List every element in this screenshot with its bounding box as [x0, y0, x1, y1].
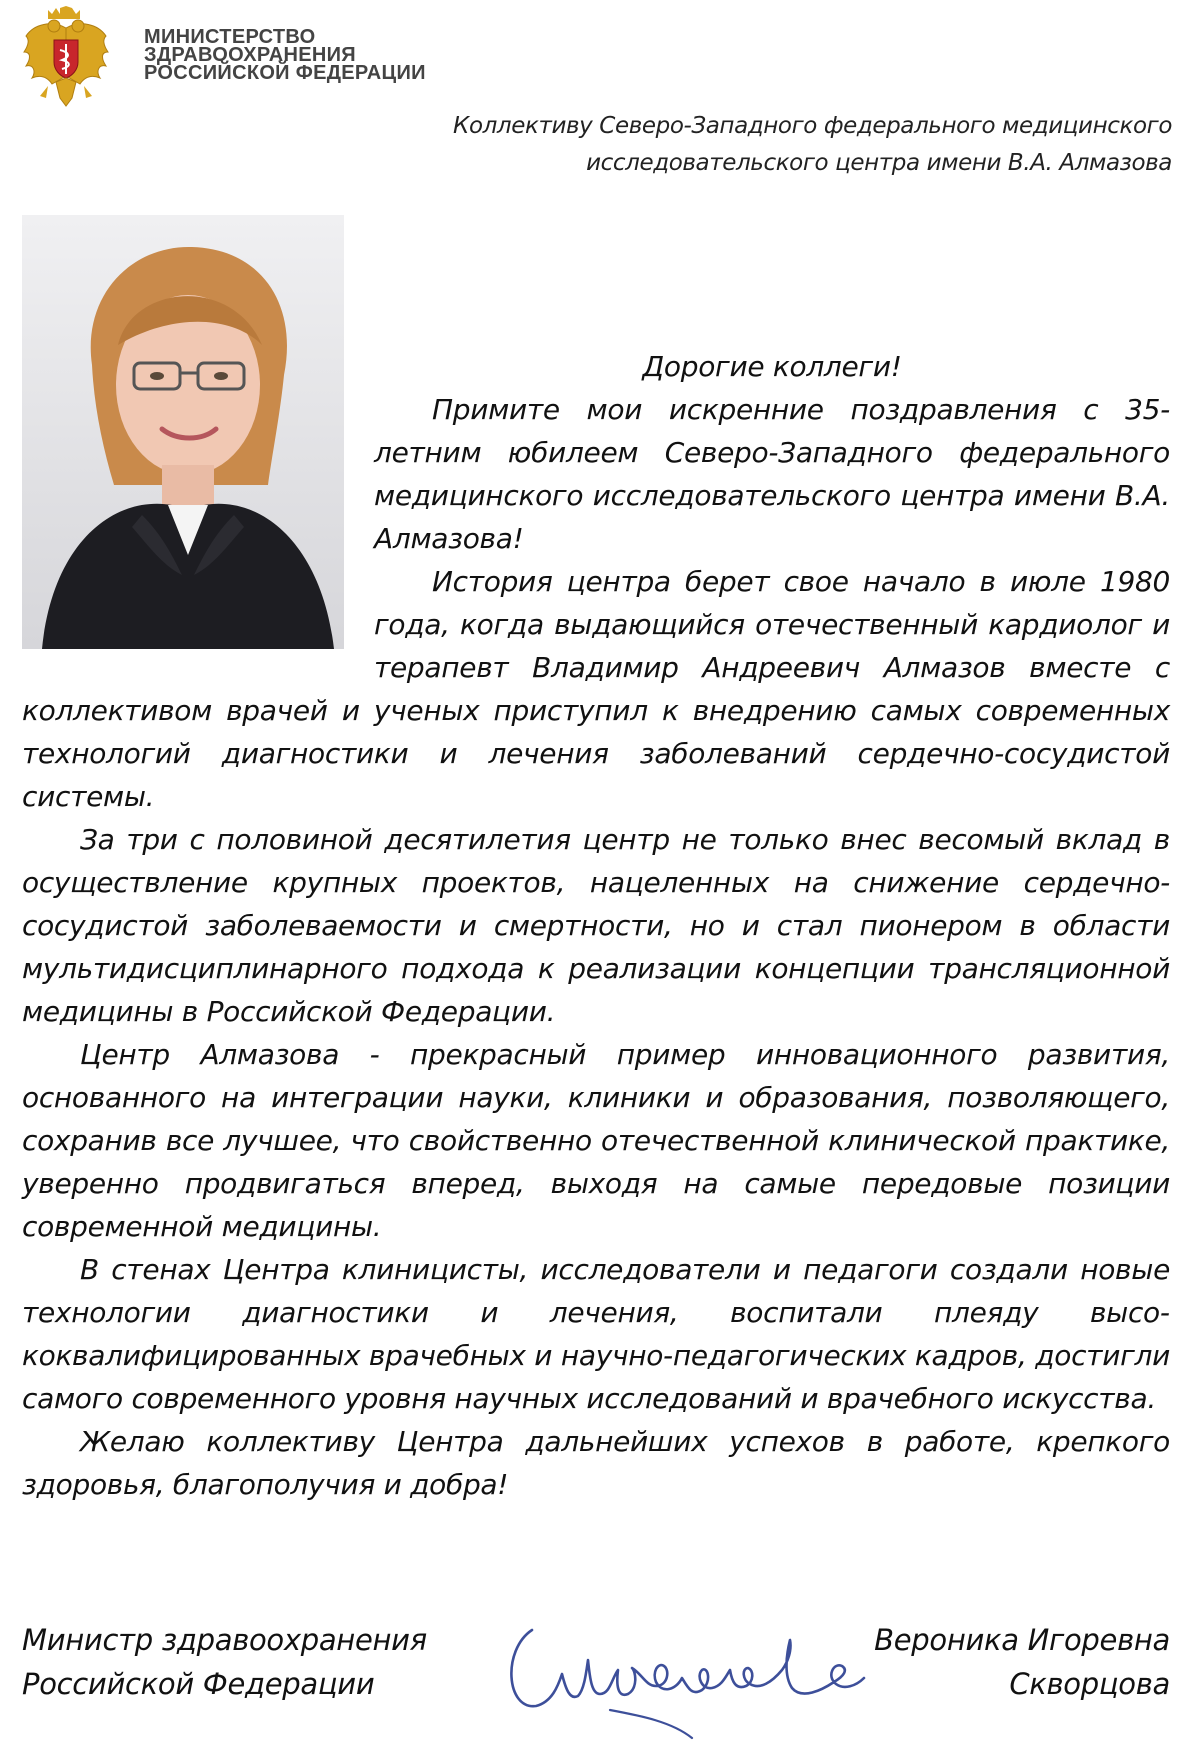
ministry-name-line: ЗДРАВООХРАНЕНИЯ	[144, 44, 356, 66]
letter-paragraph: В стенах Центра клиницисты, исследователи и педагоги создали новые технологии диагностики и лечения, воспитали плеяду высококвалифицированных врачебных и научно-педагогических кадров, достигли самого современного уровня научных исследований и врачебного искусства.	[22, 1253, 1170, 1415]
letter-body	[22, 215, 1170, 1506]
handwritten-signature-icon	[492, 1590, 872, 1740]
signer-name-line: Скворцова	[1009, 1667, 1170, 1701]
portrait-illustration-icon	[22, 215, 344, 649]
minister-title	[22, 1618, 427, 1706]
signer-name-line: Вероника Игоревна	[874, 1623, 1170, 1657]
double-headed-eagle-emblem-icon	[22, 6, 110, 112]
letter-paragraph: Примите мои искренние поздравления с 35-летним юбилеем Северо-Западного федерального медицинского исследовательского центра имени В.А. Алмазова!	[374, 393, 1170, 555]
addressee-line: Коллективу Северо-Западного федерального медицинского	[453, 113, 1172, 139]
letter-header	[22, 6, 426, 112]
minister-title-line: Российской Федерации	[22, 1667, 375, 1701]
letter-paragraph: За три с половиной десятилетия центр не только внес весомый вклад в осуществление крупных проектов, нацеленных на снижение сердечно-сосудистой заболеваемости и смертности, но и стал пионером в области мультидисциплинарного подхода к реализации концепции трансляционной медицины в Российской Федерации.	[22, 823, 1170, 1028]
signature-block	[22, 1618, 1170, 1738]
portrait-photo	[22, 215, 344, 649]
ministry-name-line: МИНИСТЕРСТВО	[144, 26, 316, 48]
letter-paragraph: История центра берет свое начало в июле 1980 года, когда выдающийся отечественный кардиолог и терапевт Владимир Андреевич Алмазов вместе с коллективом врачей и ученых приступил к внедрению самых современных технологий диагностики и лечения заболеваний сердечно-сосудистой системы.	[22, 565, 1170, 813]
ministry-name-line: РОССИЙСКОЙ ФЕДЕРАЦИИ	[144, 62, 426, 84]
minister-title-line: Министр здравоохранения	[22, 1623, 427, 1657]
ministry-name	[144, 28, 426, 82]
addressee	[352, 108, 1172, 182]
addressee-line: исследовательского центра имени В.А. Алмазова	[586, 150, 1172, 176]
letter-paragraph: Центр Алмазова - прекрасный пример инновационного развития, основанного на интеграции науки, клиники и образования, позволяющего, сохранив все лучшее, что свойственно отечественной клинической практике, уверенно продвигаться вперед, выходя на самые передовые позиции современной медицины.	[22, 1038, 1170, 1243]
greeting: Дорогие коллеги!	[642, 350, 902, 383]
letter-paragraph: Желаю коллективу Центра дальнейших успехов в работе, крепкого здоровья, благополучия и добра!	[22, 1425, 1170, 1501]
signer-name	[874, 1618, 1170, 1706]
